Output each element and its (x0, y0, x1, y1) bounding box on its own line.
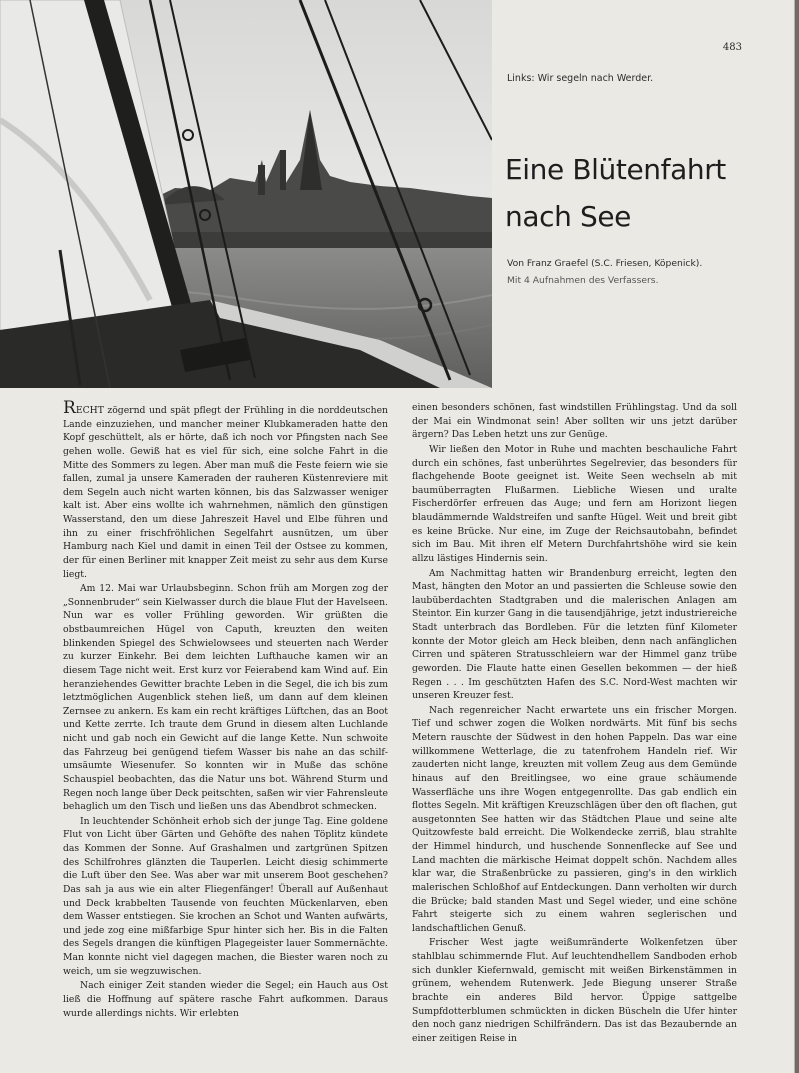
article-paragraph: Frischer West jagte weißumränderte Wolkenfetzen über stahlblau schimmernde Flut. Auf leuchtendhellem Sandboden erhob sich dunkler Kiefernwald, gemischt mit weißen Birkenstämmen in grünem, wehendem Rutenwerk. Jede Biegung unserer Straße brachte ein anderes Bild hervor. Üppige sattgelbe Sumpfdotterblumen schmückten in dicken Büscheln die Ufer hinter den noch ganz niedrigen Schilfrändern. Das ist das Bezaubernde an einer zeitigen Reise in (412, 937, 737, 1044)
article-paragraph: Am Nachmittag hatten wir Brandenburg erreicht, legten den Mast, hängten den Motor an und passierten die Schleuse sowie den laubüberdachten Stadtgraben und die malerischen Anlagen am Steintor. Ein kurzer Gang in die tausendjährige, jetzt industriereiche Stadt unterbrach das Bordleben. Für die letzten fünf Kilometer konnte der Motor gleich am Heck bleiben, denn nach anfänglichen Cirren und späteren Stratusschleiern war der Himmel ganz trübe geworden. Die Flaute hatte einen Gesellen bekommen — der hieß Regen . . . Im geschützten Hafen des S.C. Nord-West machten wir unseren Kreuzer fest. (412, 567, 737, 702)
photo-credit: Mit 4 Aufnahmen des Verfassers. (507, 275, 659, 286)
author-line: Von Franz Graefel (S.C. Friesen, Köpenick). (507, 258, 703, 269)
article-paragraph: Wir ließen den Motor in Ruhe und machten beschauliche Fahrt durch ein schönes, fast unberührtes Segelrevier, das besonders für flachgehende Boote geeignet ist. Weite Seen wechseln ab mit baumüberragten Flußarmen. Liebliche Wiesen und uralte Fischerdörfer erfreuen das Auge; und fern am Horizont liegen blaudämmernde Waldstreifen und sanfte Hügel. Weit und breit gibt es keine Brücke. Nur eine, im Zuge der Reichsautobahn, befindet sich im Bau. Mit ihren elf Metern Durchfahrtshöhe wird sie kein allzu lästiges Hindernis sein. (412, 443, 737, 564)
sailboat-photo-icon (0, 0, 492, 388)
article-title-line-2: nach See (505, 200, 631, 233)
article-paragraph: Nach regenreicher Nacht erwartete uns ein frischer Morgen. Tief und schwer zogen die Wolken nordwärts. Mit fünf bis sechs Metern rauschte der Südwest in den hohen Pappeln. Das war eine willkommene Wetterlage, die zu tatenfrohem Handeln rief. Wir zauderten nicht lange, kreuzten mit vollem Zeug aus dem Gemünde hinaus auf den Breitlingsee, wo eine graue schäumende Wasserfläche uns ihre Wogen entgegenrollte. Das gab endlich ein flottes Segeln. Mit kräftigen Kreuzschlägen über den oft flachen, gut ausgetonnten See hatten wir das Städtchen Plaue und seine alte Quitzowfeste bald erreicht. Die Wolkendecke zerriß, blau strahlte der Himmel hindurch, und huschende Sonnenflecke auf See und Land machten die märkische Heimat doppelt schön. Nachdem alles klar war, die Straßenbrücke zu passieren, ging's in den wirklich malerischen Schloßhof auf Entdeckungen. Dann verholten wir durch die Brücke; bald standen Mast und Segel wieder, und eine schöne Fahrt steigerte sich zu einem wahren seglerischen und landschaftlichen Genuß. (412, 704, 737, 934)
article-column-left (63, 398, 388, 1020)
sailboat-photo (0, 0, 492, 388)
article-paragraph: Am 12. Mai war Urlaubsbeginn. Schon früh am Morgen zog der „Sonnenbruder“ sein Kielwasser durch die blaue Flut der Havelseen. Nun war es voller Frühling geworden. Wir grüßten die obstbaumreichen Hügel von Caputh, kreuzten den weiten blinkenden Spiegel des Schwielowsees und steuerten nach Werder zu kurzer Einkehr. Bei dem leichten Lufthauche kamen wir an diesem Tage nicht weit. Erst kurz vor Feierabend kam Wind auf. Ein heranziehendes Gewitter brachte Leben in die Segel, die ich bis zum letztmöglichen Augenblick stehen ließ, um dann auf dem kleinen Zernsee zu ankern. Es kam ein recht kräftiges Lüftchen, das an Boot und Kette zerrte. Ich traute dem Grund in diesem alten Luchlande nicht und gab noch ein Gewicht auf die lange Kette. Nun schwoite das Fahrzeug bei genügend tiefem Wasser bis nahe an das schilfumsäumte Wiesenufer. So konnten wir in Muße das schöne Schauspiel beobachten, das die Natur uns bot. Während Sturm und Regen noch lange über Deck peitschten, saßen wir vier Fahrensleute behaglich um den Tisch und ließen uns das Abendbrot schmecken. (63, 583, 388, 813)
article-paragraph: Nach einiger Zeit standen wieder die Segel; ein Hauch aus Ost ließ die Hoffnung auf spätere rasche Fahrt aufkommen. Daraus wurde allerdings nichts. Wir erlebten (63, 980, 388, 1019)
article-paragraph: RECHT zögernd und spät pflegt der Frühling in die norddeutschen Lande einzuziehen, und mancher meiner Klubkameraden hatte den Kopf geschüttelt, als er hörte, daß ich noch vor Pfingsten nach See gehen wolle. Gewiß hat es viel für sich, eine solche Fahrt in die Mitte des Sommers zu legen. Aber man muß die Feste feiern wie sie fallen, zumal ja unsere Kameraden der rauheren Küstenreviere mit dem Segeln auch nicht warten können, bis das Salzwasser weniger kalt ist. Aber eins wollte ich wahrnehmen, nämlich den günstigen Wasserstand, den um diese Jahreszeit Havel und Elbe führen und ihn zu einer frischfröhlichen Segelfahrt ausnützen, um über Hamburg nach Kiel und damit in einen Teil der Ostsee zu kommen, der für einen Berliner mit knapper Zeit meist zu sehr aus dem Kurse liegt. (63, 398, 388, 580)
page-number: 483 (722, 42, 742, 53)
article-paragraph: einen besonders schönen, fast windstillen Frühlingstag. Und da soll der Mai ein Windmonat sein! Aber sollten wir uns jetzt darüber ärgern? Das Leben hetzt uns zur Genüge. (412, 402, 737, 441)
photo-caption: Links: Wir segeln nach Werder. (507, 73, 654, 84)
byline (507, 258, 787, 286)
article-title (505, 146, 785, 240)
dropcap: R (63, 398, 76, 418)
article-paragraph: In leuchtender Schönheit erhob sich der junge Tag. Eine goldene Flut von Licht über Gärten und Gehöfte des nahen Töplitz kündete das Kommen der Sonne. Auf Grashalmen und zartgrünen Spitzen des Schilfrohres glänzten die Tauperlen. Leicht diesig schimmerte die Luft über den See. Was aber war mit unserem Boot geschehen? Das sah ja aus wie ein alter Fliegenfänger! Überall auf Außenhaut und Deck krabbelten Tausende von feuchten Mückenlarven, eben dem Wasser entstiegen. Sie krochen an Schot und Wanten aufwärts, und jede zog eine mißfarbige Spur hinter sich her. Bis in die Falten des Segels drangen die künftigen Plagegeister lauer Sommernächte. Man konnte nicht viel dagegen machen, die Biester waren noch zu weich, um sie wegzuwischen. (63, 815, 388, 977)
article-column-right (412, 401, 737, 1045)
article-title-line-1: Eine Blütenfahrt (505, 153, 726, 186)
